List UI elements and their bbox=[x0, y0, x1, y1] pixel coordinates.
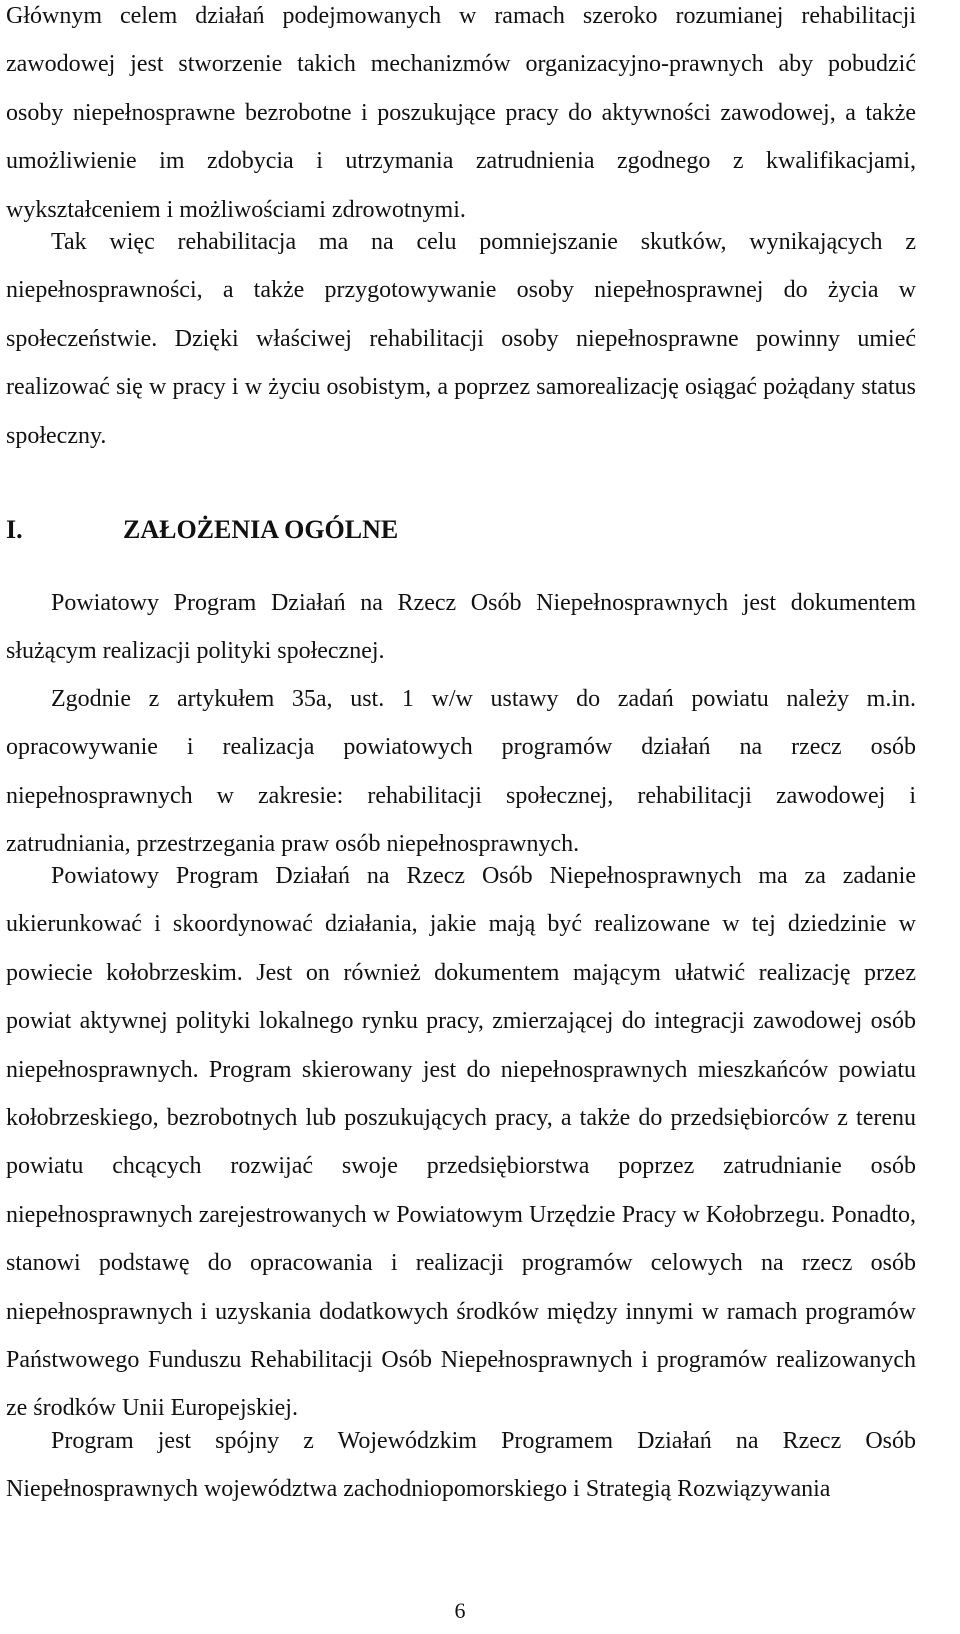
paragraph-mechanisms: Głównym celem działań podejmowanych w ramach szeroko rozumianej rehabilitacji zawodowej jest stworzenie takich mechanizmów organizacyjno-prawnych aby pobudzić osoby niepełnosprawne bezrobotne i poszukujące pracy do aktywności zawodowej, a także umożliwienie im zdobycia i utrzymania zatrudnienia zgodnego z kwalifikacjami, wykształceniem i możliwościami zdrowotnymi. bbox=[6, 3, 916, 223]
paragraph-program-purpose: Powiatowy Program Działań na Rzecz Osób Niepełnosprawnych ma za zadanie ukierunkować i skoordynować działania, jakie mają być realizowane w tej dziedzinie w powiecie kołobrzeskim. Jest on również dokumentem mającym ułatwić realizację przez powiat aktywnej polityki lokalnego rynku pracy, zmierzającej do integracji zawodowej osób niepełnosprawnych. Program skierowany jest do niepełnosprawnych mieszkańców powiatu kołobrzeskiego, bezrobotnych lub poszukujących pracy, a także do przedsiębiorców z terenu powiatu chcących rozwijać swoje przedsiębiorstwa poprzez zatrudnianie osób niepełnosprawnych zarejestrowanych w Powiatowym Urzędzie Pracy w Kołobrzegu. Ponadto, stanowi podstawę do opracowania i realizacji programów celowych na rzecz osób niepełnosprawnych i uzyskania dodatkowych środków między innymi w ramach programów Państwowego Funduszu Rehabilitacji Osób Niepełnosprawnych i programów realizowanych ze środków Unii Europejskiej. bbox=[6, 863, 916, 1422]
section-heading bbox=[6, 506, 398, 554]
section-title: ZAŁOŻENIA OGÓLNE bbox=[123, 515, 399, 544]
section-number: I. bbox=[6, 515, 23, 544]
paragraph-statutory-tasks: Zgodnie z artykułem 35a, ust. 1 w/w ustawy do zadań powiatu należy m.in. opracowywanie i realizacja powiatowych programów działań na rzecz osób niepełnosprawnych w zakresie: rehabilitacji społecznej, rehabilitacji zawodowej i zatrudniania, przestrzegania praw osób niepełnosprawnych. bbox=[6, 686, 916, 858]
page-number: 6 bbox=[454, 1598, 466, 1623]
paragraph-rehabilitation-goal: Tak więc rehabilitacja ma na celu pomniejszanie skutków, wynikających z niepełnosprawności, a także przygotowywanie osoby niepełnosprawnej do życia w społeczeństwie. Dzięki właściwej rehabilitacji osoby niepełnosprawne powinny umieć realizować się w pracy i w życiu osobistym, a poprzez samorealizację osiągać pożądany status społeczny. bbox=[6, 229, 916, 449]
paragraph-program-consistency: Program jest spójny z Wojewódzkim Programem Działań na Rzecz Osób Niepełnosprawnych województwa zachodniopomorskiego i Strategią Rozwiązywania bbox=[6, 1428, 916, 1503]
paragraph-program-definition: Powiatowy Program Działań na Rzecz Osób Niepełnosprawnych jest dokumentem służącym realizacji polityki społecznej. bbox=[6, 590, 916, 665]
